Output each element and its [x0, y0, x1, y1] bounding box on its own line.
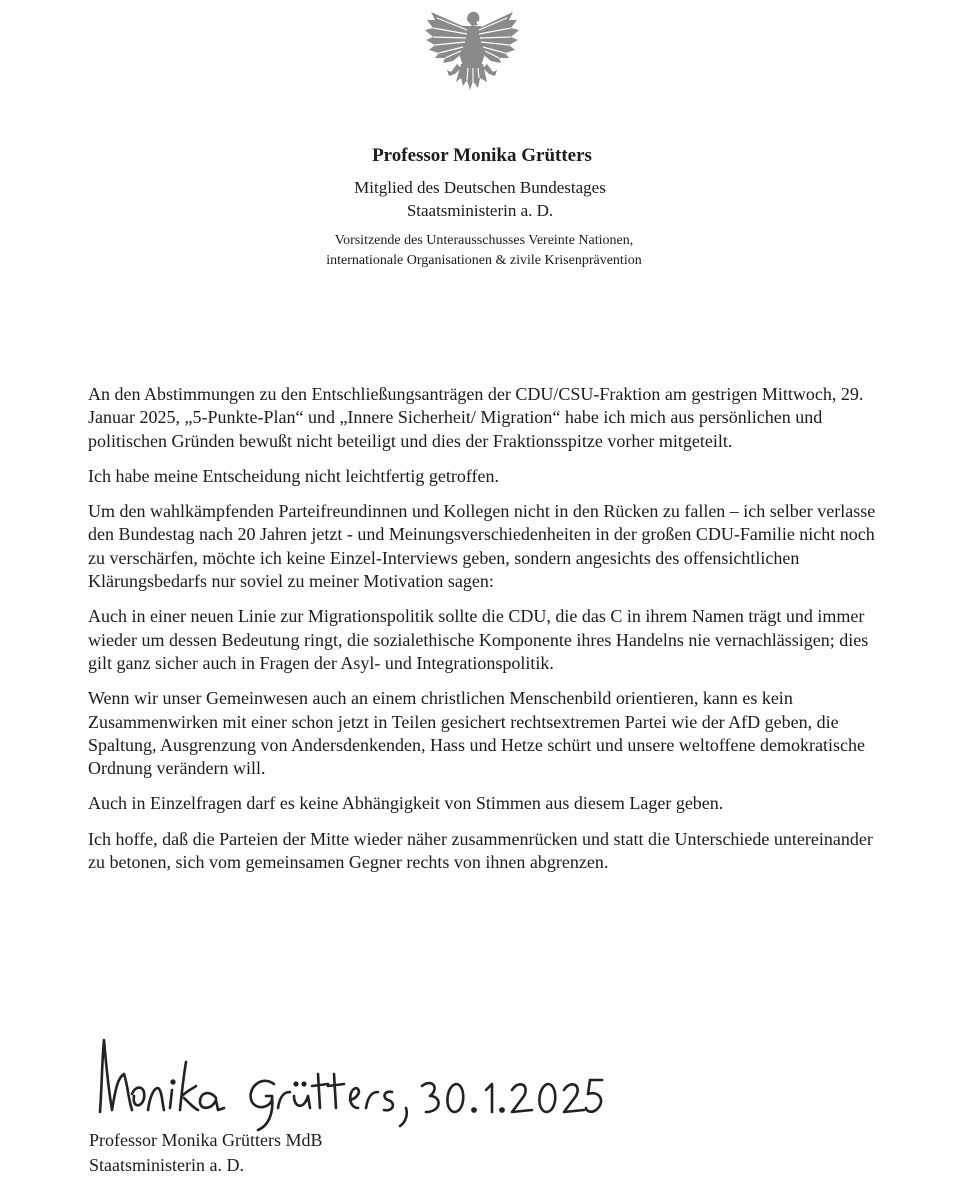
paragraph: Ich habe meine Entscheidung nicht leichtfertig getroffen.	[88, 465, 500, 486]
committee-line-2: internationale Organisationen & zivile Krisenprävention	[326, 253, 642, 268]
sender-name: Professor Monika Grütters	[372, 145, 592, 166]
signatory-title: Staatsministerin a. D.	[89, 1155, 244, 1175]
paragraph: Um den wahlkämpfenden Parteifreundinnen und Kollegen nicht in den Rücken zu fallen – ich selber verlasse den Bundestag nach 20 Jahren jetzt - und Meinungsverschiedenheiten in der großen CDU-Familie nicht noch zu verschärfen, möchte ich keine Einzel-Interviews geben, sondern angesichts des offensichtlichen Klärungsbedarfs nur soviel zu meiner Motivation sagen:	[88, 501, 876, 592]
handwritten-signature	[88, 1034, 608, 1140]
letterhead	[0, 144, 960, 271]
bundestag-eagle-icon	[423, 6, 521, 98]
letter-body	[88, 383, 888, 886]
paragraph: Auch in einer neuen Linie zur Migrationspolitik sollte die CDU, die das C in ihrem Namen trägt und immer wieder um dessen Bedeutung ringt, die sozialethische Komponente ihres Handelns nie vernachlässigen; dies gilt ganz sicher auch in Fragen der Asyl- und Integrationspolitik.	[88, 606, 869, 673]
paragraph: Wenn wir unser Gemeinwesen auch an einem christlichen Menschenbild orientieren, kann es kein Zusammenwirken mit einer schon jetzt in Teilen gesichert rechtsextremen Partei wie der AfD geben, die Spaltung, Ausgrenzung von Andersdenkenden, Hass und Hetze schürt und unsere weltoffene demokratische Ordnung verändern will.	[88, 688, 865, 779]
sender-title: Staatsministerin a. D.	[406, 201, 554, 220]
paragraph: Ich hoffe, daß die Parteien der Mitte wieder näher zusammenrücken und statt die Unterschiede untereinander zu betonen, sich vom gemeinsamen Gegner rechts von ihnen abgrenzen.	[88, 828, 873, 873]
signatory-name: Professor Monika Grütters MdB	[89, 1130, 323, 1150]
paragraph: An den Abstimmungen zu den Entschließungsanträgen der CDU/CSU-Fraktion am gestrigen Mittwoch, 29. Januar 2025, „5-Punkte-Plan“ und „Innere Sicherheit/ Migration“ habe ich mich aus persönlichen und politischen Gründen bewußt nicht beteiligt und dies der Fraktionsspitze vorher mitgeteilt.	[88, 384, 864, 451]
closing-block	[89, 1128, 322, 1178]
sender-position: Mitglied des Deutschen Bundestages	[354, 178, 606, 197]
paragraph: Auch in Einzelfragen darf es keine Abhängigkeit von Stimmen aus diesem Lager geben.	[88, 793, 724, 814]
committee-line-1: Vorsitzende des Unterausschusses Vereinte Nationen,	[334, 233, 634, 248]
